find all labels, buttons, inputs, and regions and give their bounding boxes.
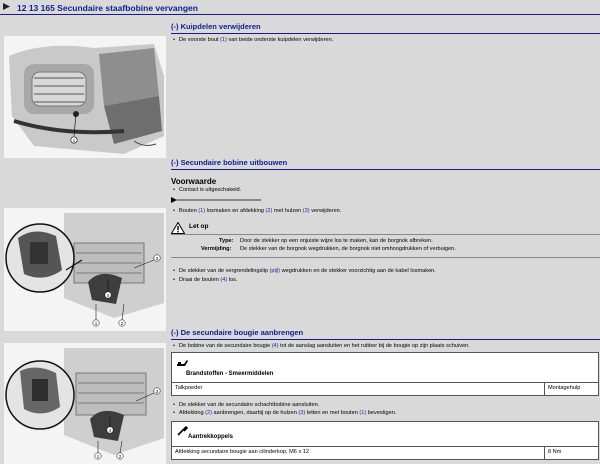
fig3-label-1: 1 xyxy=(96,454,100,459)
fig3-label-4: 4 xyxy=(108,428,112,433)
supplies-table xyxy=(171,352,599,396)
supplies-value: Montagehulp xyxy=(548,385,581,391)
section-bougie-header[interactable] xyxy=(171,328,600,340)
step-bougie-3: Afdekking (2) aanbrengen, daarbij op de hulzen (3) letten en met bouten (1) bevestigen. xyxy=(179,410,397,416)
fig1-label-1: 1 xyxy=(72,138,76,143)
engine-photo-1 xyxy=(4,36,166,158)
wrench-icon xyxy=(176,425,188,437)
page-title-bar xyxy=(0,0,600,16)
engine-photo-3 xyxy=(4,343,166,464)
section-bougie-title[interactable]: (-) De secundaire bougie aanbrengen xyxy=(171,328,304,337)
oil-can-icon xyxy=(175,356,189,370)
bullet-icon: • xyxy=(173,208,175,214)
step-bougie-2: De stekker van de secundaire schachtbobine aansluiten. xyxy=(179,402,320,408)
step-kuipdelen-1: De voorste bout (1) van beide onderste kuipdelen verwijderen. xyxy=(179,37,334,43)
step-bobine-2: De stekker van de vergrendelingslip (pijl) wegdrukken en de stekker voorzichtig aan de kabel losmaken. xyxy=(179,268,436,274)
bullet-icon: • xyxy=(173,37,175,43)
page-title: 12 13 165 Secundaire staafbobine vervangen xyxy=(17,3,198,13)
note-type-text: Door de stekker op een onjuiste wijze los te maken, kan de borgnok afbreken. xyxy=(240,238,433,244)
torque-table xyxy=(171,421,599,460)
note-divider xyxy=(171,234,600,235)
figure-bougie-aanbrengen xyxy=(4,343,166,464)
note-type-label: Type: xyxy=(219,238,234,244)
step-bobine-1: Bouten (1) losmaken en afdekking (2) met hulzen (3) verwijderen. xyxy=(179,208,342,214)
fig2-label-1: 1 xyxy=(94,321,98,326)
note-avoid-text: De stekker van de borgnok wegdrukken, de borgnok niet omhoogdrukken of verbuigen. xyxy=(240,246,456,252)
precondition-item: Contact is uitgeschakeld. xyxy=(179,187,242,193)
bullet-icon: • xyxy=(173,187,175,193)
title-divider xyxy=(0,14,600,15)
note-title: Let op xyxy=(189,223,209,230)
ref-1[interactable]: (1) xyxy=(220,37,227,43)
bullet-icon: • xyxy=(173,410,175,416)
bullet-icon: • xyxy=(173,402,175,408)
fig2-label-3: 3 xyxy=(155,256,159,261)
engine-photo-2 xyxy=(4,208,166,331)
figure-bobine-uitbouwen xyxy=(4,208,166,331)
precondition-label: Voorwaarde xyxy=(171,177,217,186)
warning-icon xyxy=(171,222,185,234)
step-bobine-3: Draai de bouten (4) los. xyxy=(179,277,238,283)
bullet-icon: • xyxy=(173,268,175,274)
section-kuipdelen-title[interactable]: (-) Kuipdelen verwijderen xyxy=(171,22,261,31)
fig2-label-2: 2 xyxy=(120,321,124,326)
supplies-title: Brandstoffen - Smeermiddelen xyxy=(186,371,274,377)
fig2-label-4: 4 xyxy=(106,293,110,298)
fig3-label-2: 2 xyxy=(118,454,122,459)
precondition-arrow-icon xyxy=(171,197,261,203)
note-bottom-divider xyxy=(171,257,600,258)
torque-value: 8 Nm xyxy=(548,449,562,455)
fig3-label-3: 3 xyxy=(155,389,159,394)
bullet-icon: • xyxy=(173,343,175,349)
supplies-name: Talkpoeder xyxy=(175,385,203,391)
torque-title: Aantrekkoppels xyxy=(188,434,234,440)
step-bougie-1: De bobine van de secundaire bougie (4) tot de aanslag aansluiten en het rubber bij de bougie op zijn plaats schuiven. xyxy=(179,343,470,349)
section-bobine-header[interactable] xyxy=(171,158,600,170)
note-avoid-label: Vermijding: xyxy=(201,246,232,252)
collapse-arrow-icon[interactable] xyxy=(2,2,11,11)
section-bobine-title[interactable]: (-) Secundaire bobine uitbouwen xyxy=(171,158,288,167)
figure-kuipdelen xyxy=(4,36,166,158)
section-kuipdelen-header[interactable] xyxy=(171,22,600,34)
bullet-icon: • xyxy=(173,277,175,283)
torque-name: Afdekking secundaire bougie aan cilinderkop, M6 x 12 xyxy=(175,449,310,455)
